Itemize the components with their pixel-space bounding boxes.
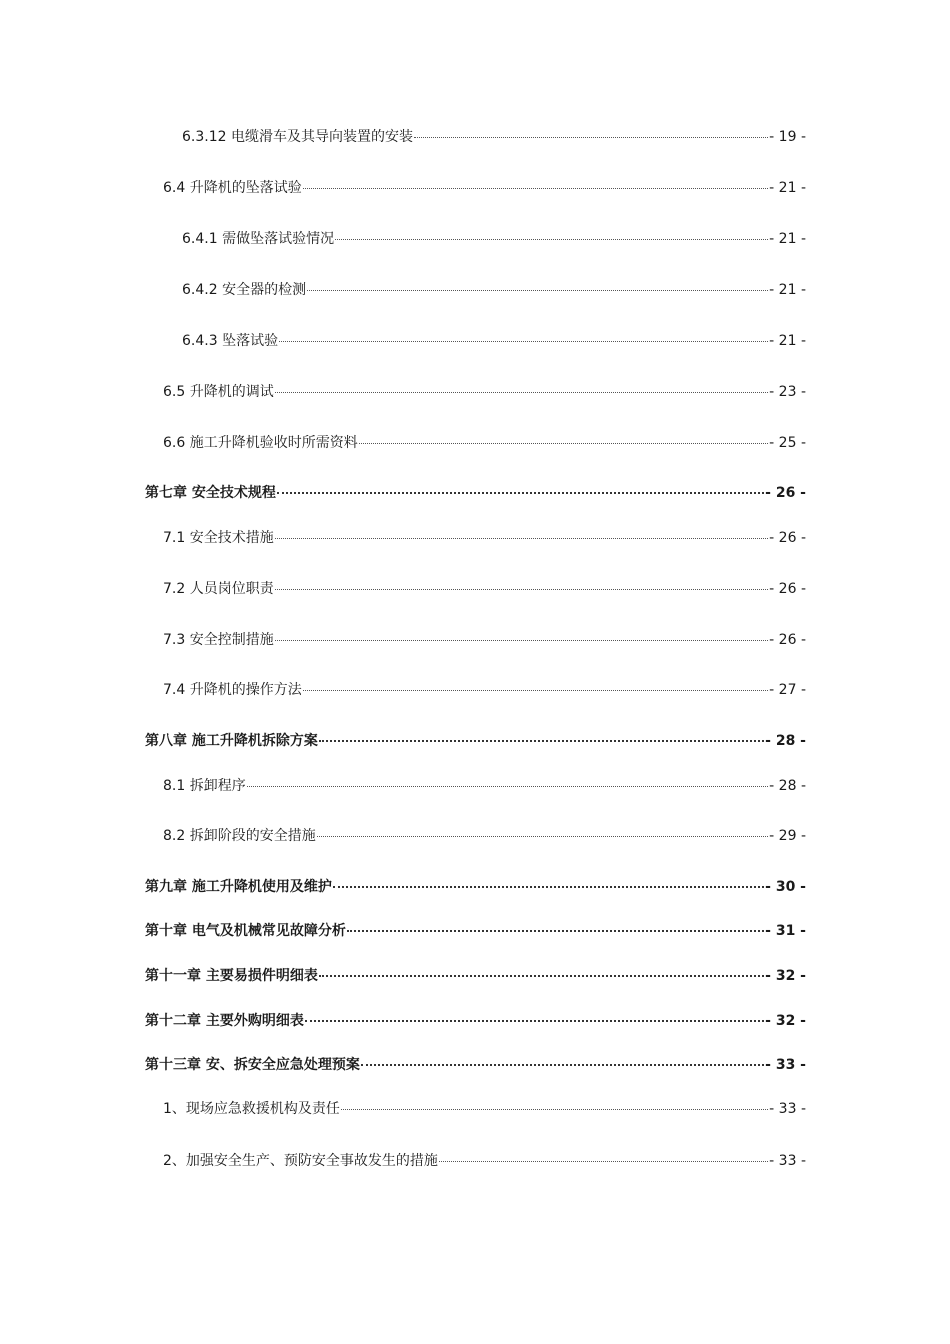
toc-entry-title: 8.1 拆卸程序	[163, 778, 246, 794]
toc-entry-title: 7.4 升降机的操作方法	[163, 682, 302, 698]
toc-dot-leader	[277, 492, 764, 494]
toc-dot-leader	[279, 341, 768, 342]
toc-entry-title: 6.6 施工升降机验收时所需资料	[163, 435, 358, 451]
toc-dot-leader	[247, 786, 768, 787]
toc-entry-title: 第十章 电气及机械常见故障分析	[145, 923, 346, 939]
toc-entry-page: - 32 -	[765, 1013, 806, 1029]
toc-entry-title: 第八章 施工升降机拆除方案	[145, 733, 318, 749]
toc-entry-page: - 26 -	[765, 485, 806, 501]
toc-entry-title: 第十三章 安、拆安全应急处理预案	[145, 1057, 360, 1073]
toc-dot-leader	[439, 1161, 768, 1162]
toc-entry-title: 6.4 升降机的坠落试验	[163, 180, 302, 196]
toc-dot-leader	[275, 538, 768, 539]
toc-entry-title: 第十一章 主要易损件明细表	[145, 968, 318, 984]
toc-entry[interactable]	[163, 681, 806, 699]
toc-entry[interactable]	[163, 827, 806, 845]
toc-dot-leader	[307, 290, 768, 291]
toc-dot-leader	[414, 137, 768, 138]
toc-dot-leader	[335, 239, 768, 240]
toc-dot-leader	[333, 886, 764, 888]
toc-dot-leader	[361, 1064, 764, 1066]
toc-dot-leader	[275, 589, 768, 590]
toc-dot-leader	[303, 188, 768, 189]
toc-entry-title: 8.2 拆卸阶段的安全措施	[163, 828, 316, 844]
toc-entry-title: 7.1 安全技术措施	[163, 530, 274, 546]
toc-entry-title: 第十二章 主要外购明细表	[145, 1013, 304, 1029]
toc-entry[interactable]	[163, 1100, 806, 1118]
toc-entry[interactable]	[182, 128, 806, 146]
toc-entry[interactable]	[182, 332, 806, 350]
toc-entry-title: 6.4.2 安全器的检测	[182, 282, 307, 298]
toc-dot-leader	[347, 930, 764, 932]
toc-dot-leader	[305, 1020, 764, 1022]
toc-entry[interactable]	[163, 434, 806, 452]
toc-dot-leader	[319, 975, 764, 977]
toc-entry-page: - 23 -	[769, 384, 806, 400]
toc-entry-page: - 27 -	[769, 682, 806, 698]
toc-entry-page: - 26 -	[769, 581, 806, 597]
toc-chapter-entry[interactable]	[145, 484, 806, 502]
toc-entry-page: - 21 -	[769, 282, 806, 298]
toc-entry[interactable]	[163, 580, 806, 598]
toc-entry[interactable]	[163, 383, 806, 401]
toc-entry-title: 7.2 人员岗位职责	[163, 581, 274, 597]
toc-dot-leader	[341, 1109, 768, 1110]
toc-chapter-entry[interactable]	[145, 732, 806, 750]
toc-entry-title: 第七章 安全技术规程	[145, 485, 276, 501]
toc-dot-leader	[303, 690, 768, 691]
toc-entry-title: 6.4.3 坠落试验	[182, 333, 279, 349]
toc-entry-page: - 26 -	[769, 632, 806, 648]
toc-entry-page: - 33 -	[769, 1101, 806, 1117]
toc-entry-page: - 21 -	[769, 231, 806, 247]
toc-entry-page: - 33 -	[769, 1153, 806, 1169]
toc-chapter-entry[interactable]	[145, 967, 806, 985]
toc-chapter-entry[interactable]	[145, 1012, 806, 1030]
toc-entry[interactable]	[182, 281, 806, 299]
toc-entry-page: - 31 -	[765, 923, 806, 939]
toc-dot-leader	[319, 740, 764, 742]
toc-entry[interactable]	[163, 777, 806, 795]
toc-entry-title: 6.3.12 电缆滑车及其导向装置的安装	[182, 129, 413, 145]
toc-entry[interactable]	[163, 1152, 806, 1170]
toc-entry-page: - 26 -	[769, 530, 806, 546]
toc-entry-title: 7.3 安全控制措施	[163, 632, 274, 648]
toc-entry-title: 6.4.1 需做坠落试验情况	[182, 231, 335, 247]
toc-entry-page: - 28 -	[765, 733, 806, 749]
toc-entry-page: - 33 -	[765, 1057, 806, 1073]
toc-chapter-entry[interactable]	[145, 922, 806, 940]
toc-entry-title: 1、现场应急救援机构及责任	[163, 1101, 340, 1117]
toc-dot-leader	[275, 392, 768, 393]
toc-entry-page: - 21 -	[769, 180, 806, 196]
toc-entry-page: - 29 -	[769, 828, 806, 844]
toc-entry-page: - 21 -	[769, 333, 806, 349]
toc-entry[interactable]	[163, 179, 806, 197]
toc-entry-page: - 32 -	[765, 968, 806, 984]
toc-dot-leader	[359, 443, 768, 444]
toc-chapter-entry[interactable]	[145, 878, 806, 896]
toc-entry-title: 2、加强安全生产、预防安全事故发生的措施	[163, 1153, 438, 1169]
toc-entry-page: - 19 -	[769, 129, 806, 145]
toc-dot-leader	[275, 640, 768, 641]
toc-entry-title: 6.5 升降机的调试	[163, 384, 274, 400]
toc-chapter-entry[interactable]	[145, 1056, 806, 1074]
toc-entry-title: 第九章 施工升降机使用及维护	[145, 879, 332, 895]
toc-entry[interactable]	[163, 529, 806, 547]
toc-dot-leader	[317, 836, 768, 837]
toc-entry-page: - 30 -	[765, 879, 806, 895]
toc-entry-page: - 25 -	[769, 435, 806, 451]
toc-entry[interactable]	[182, 230, 806, 248]
toc-entry-page: - 28 -	[769, 778, 806, 794]
toc-entry[interactable]	[163, 631, 806, 649]
